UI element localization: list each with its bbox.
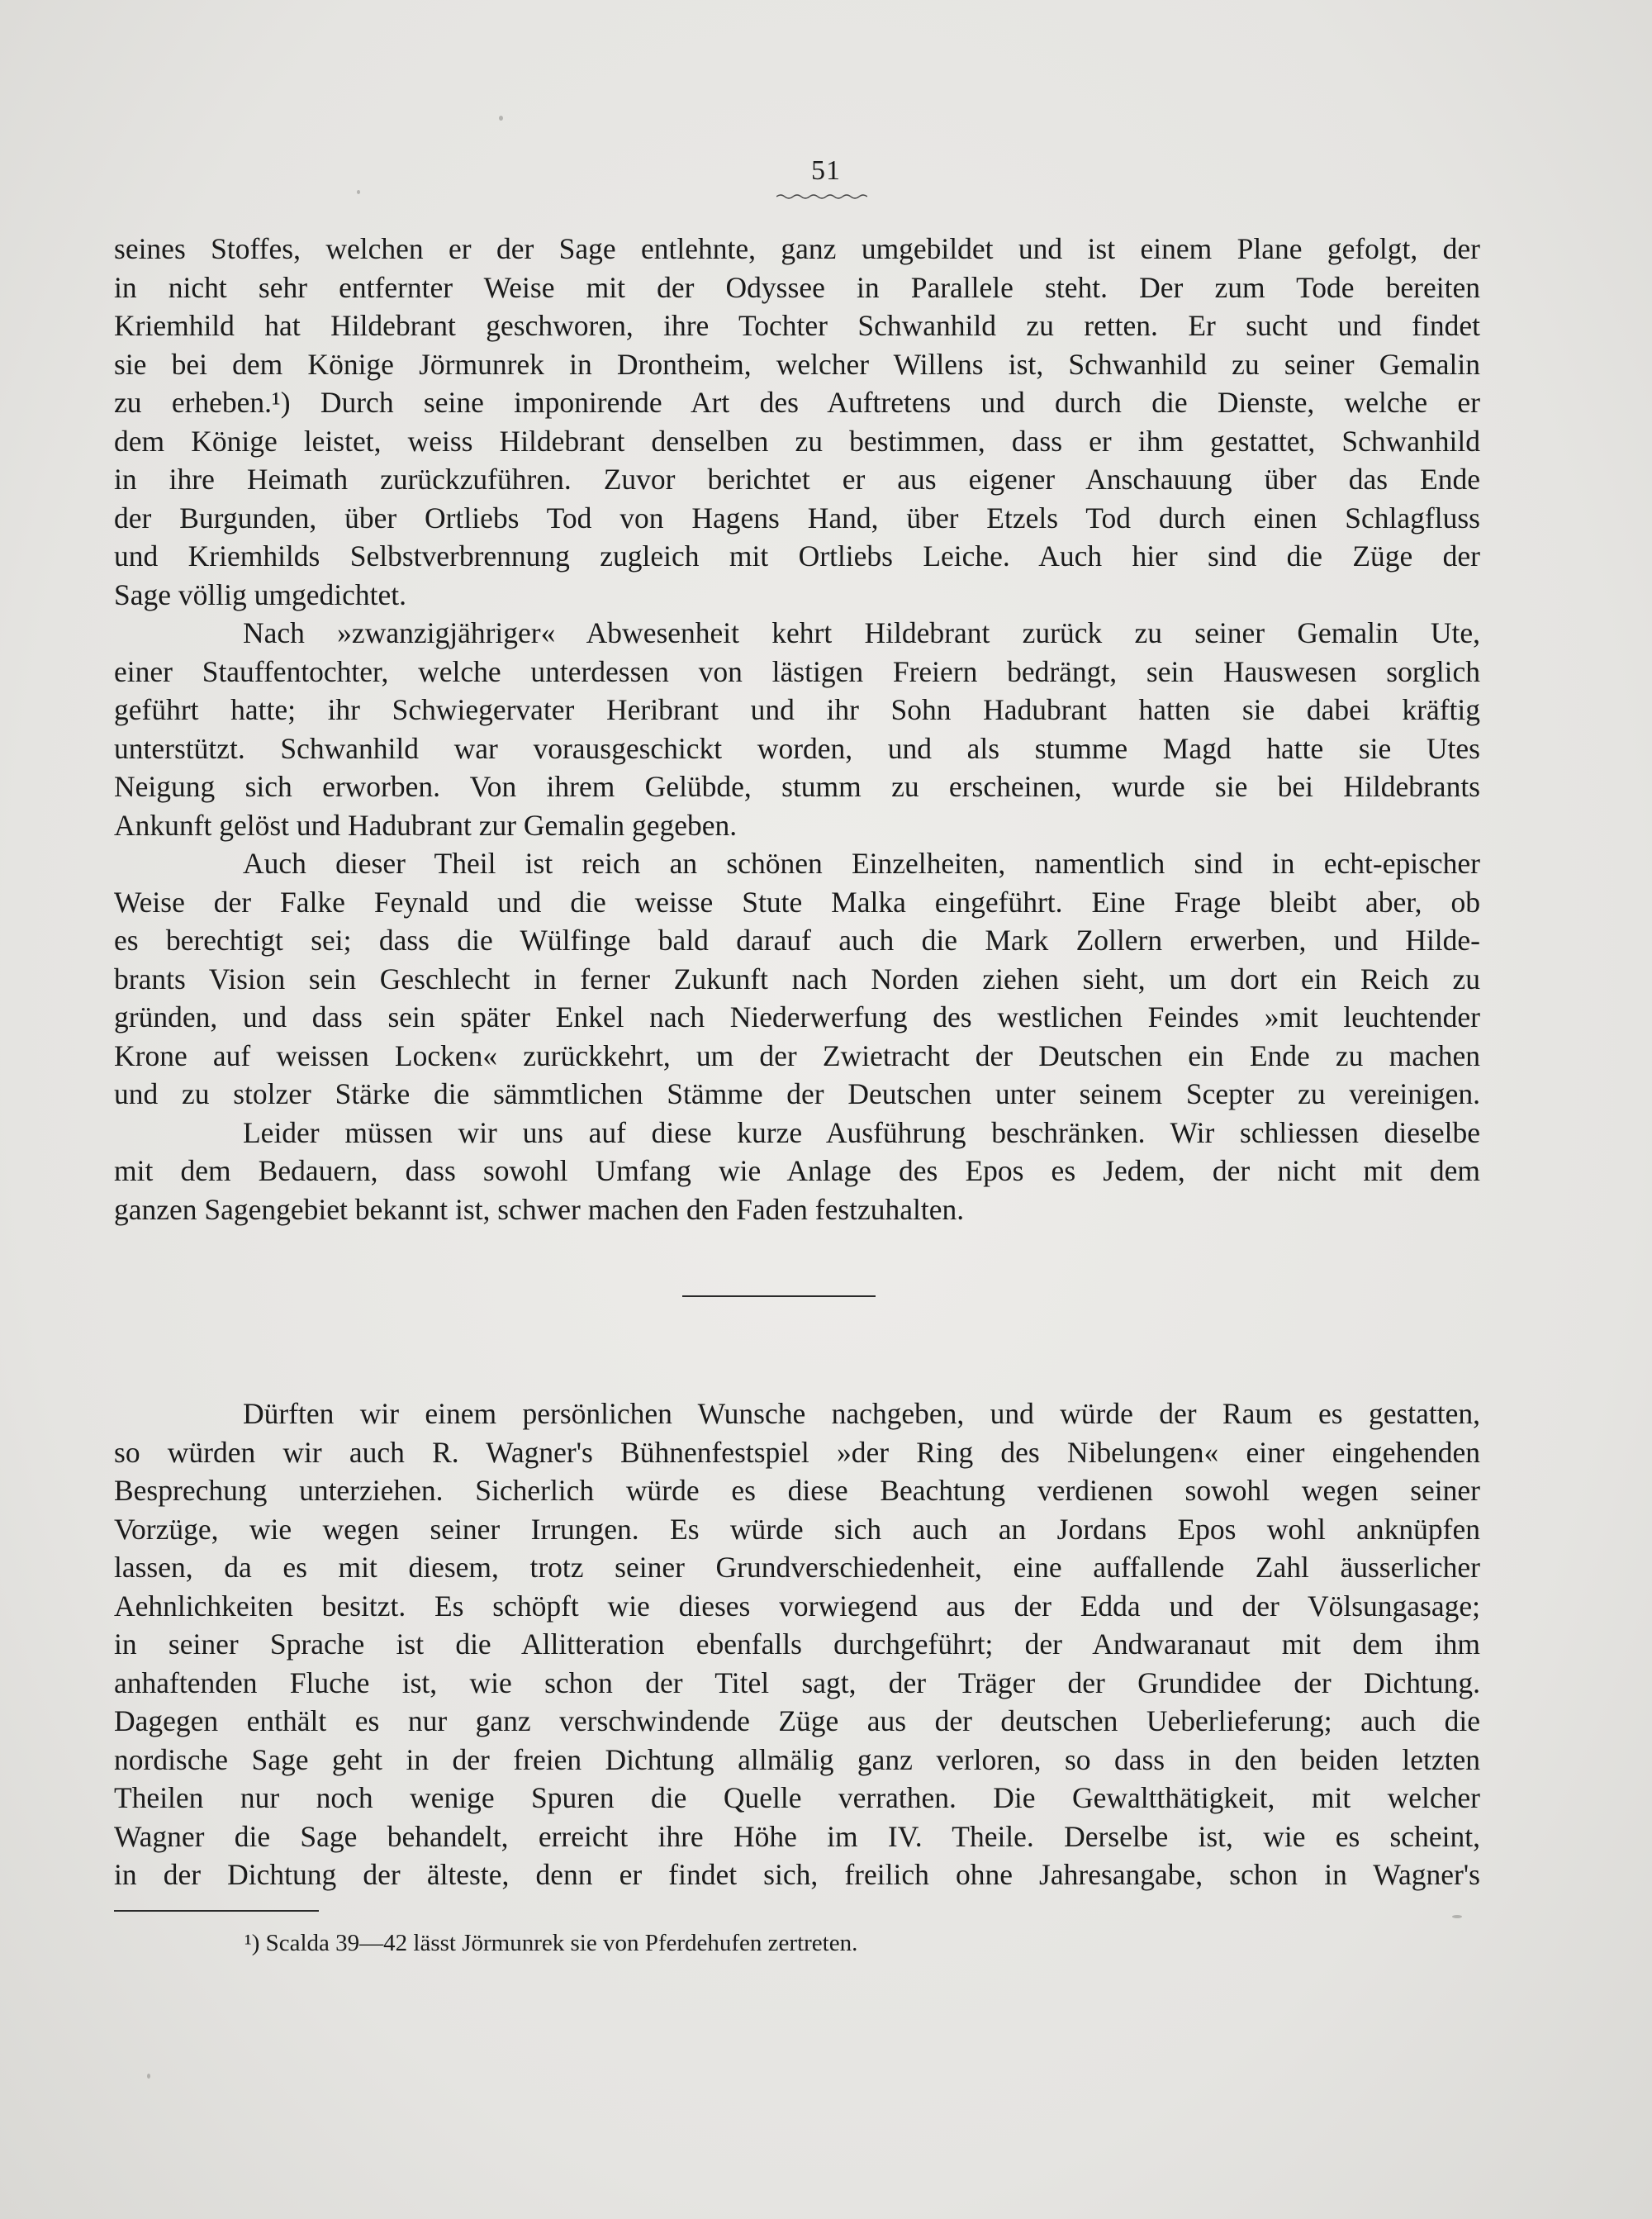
page-number-ornament bbox=[776, 193, 867, 200]
paper-speck bbox=[499, 116, 503, 121]
footnote-divider bbox=[114, 1910, 319, 1912]
text-line: und Kriemhilds Selbstverbrennung zugleich mit Ortliebs Leiche. Auch hier sind die Züge der bbox=[114, 539, 1480, 573]
text-line: Auch dieser Theil ist reich an schönen Einzelheiten, namentlich sind in echt-epischer bbox=[243, 847, 1480, 880]
paragraph bbox=[114, 230, 1480, 614]
text-line: so würden wir auch R. Wagner's Bühnenfestspiel »der Ring des Nibelungen« einer eingehenden bbox=[114, 1435, 1480, 1469]
text-line: Kriemhild hat Hildebrant geschworen, ihre Tochter Schwanhild zu retten. Er sucht und findet bbox=[114, 309, 1480, 342]
text-line: in der Dichtung der älteste, denn er findet sich, freilich ohne Jahresangabe, schon in Wagner's bbox=[114, 1858, 1480, 1891]
text-line: in nicht sehr entfernter Weise mit der Odyssee in Parallele steht. Der zum Tode bereiten bbox=[114, 270, 1480, 304]
text-line: und zu stolzer Stärke die sämmtlichen Stämme der Deutschen unter seinem Scepter zu vereinigen. bbox=[114, 1077, 1480, 1110]
text-line: Neigung sich erworben. Von ihrem Gelübde, stumm zu erscheinen, wurde sie bei Hildebrants bbox=[114, 770, 1480, 803]
text-line: Dürften wir einem persönlichen Wunsche nachgeben, und würde der Raum es gestatten, bbox=[243, 1397, 1480, 1430]
text-line: Krone auf weissen Locken« zurückkehrt, um der Zwietracht der Deutschen ein Ende zu machen bbox=[114, 1038, 1480, 1072]
page-number: 51 bbox=[811, 155, 841, 186]
text-line: lassen, da es mit diesem, trotz seiner Grundverschiedenheit, eine auffallende Zahl äusserlicher bbox=[114, 1551, 1480, 1584]
text-line: anhaftenden Fluche ist, wie schon der Titel sagt, der Träger der Grundidee der Dichtung. bbox=[114, 1665, 1480, 1699]
text-line: Dagegen enthält es nur ganz verschwindende Züge aus der deutschen Ueberlieferung; auch die bbox=[114, 1704, 1480, 1737]
text-line: brants Vision sein Geschlecht in ferner Zukunft nach Norden ziehen sieht, um dort ein Reich zu bbox=[114, 962, 1480, 995]
text-line: Vorzüge, wie wegen seiner Irrungen. Es würde sich auch an Jordans Epos wohl anknüpfen bbox=[114, 1512, 1480, 1546]
text-line: Ankunft gelöst und Hadubrant zur Gemalin gegeben. bbox=[114, 808, 738, 842]
text-line: Wagner die Sage behandelt, erreicht ihre Höhe im IV. Theile. Derselbe ist, wie es scheint, bbox=[114, 1819, 1480, 1853]
text-line: geführt hatte; ihr Schwiegervater Heribrant und ihr Sohn Hadubrant hatten sie dabei kräftig bbox=[114, 693, 1480, 726]
section-divider bbox=[682, 1295, 876, 1297]
text-line: dem Könige leistet, weiss Hildebrant denselben zu bestimmen, dass er ihm gestattet, Schwanhild bbox=[114, 424, 1480, 458]
text-line: Theilen nur noch wenige Spuren die Quelle verrathen. Die Gewaltthätigkeit, mit welcher bbox=[114, 1781, 1480, 1814]
text-line: sie bei dem Könige Jörmunrek in Drontheim, welcher Willens ist, Schwanhild zu seiner Gemalin bbox=[114, 347, 1480, 381]
text-line: gründen, und dass sein später Enkel nach Niederwerfung des westlichen Feindes »mit leuchtender bbox=[114, 1000, 1480, 1033]
text-line: in ihre Heimath zurückzuführen. Zuvor berichtet er aus eigener Anschauung über das Ende bbox=[114, 463, 1480, 496]
main-text-top bbox=[114, 230, 1480, 1228]
text-line: Aehnlichkeiten besitzt. Es schöpft wie dieses vorwiegend aus der Edda und der Völsungasage; bbox=[114, 1589, 1480, 1623]
text-line: es berechtigt sei; dass die Wülfinge bald darauf auch die Mark Zollern erwerben, und Hilde- bbox=[114, 924, 1480, 957]
text-line: unterstützt. Schwanhild war vorausgeschickt worden, und als stumme Magd hatte sie Utes bbox=[114, 731, 1480, 765]
main-text-bottom bbox=[114, 1395, 1480, 1894]
paper-speck bbox=[357, 190, 360, 194]
paragraph bbox=[114, 1114, 1480, 1229]
text-line: Leider müssen wir uns auf diese kurze Ausführung beschränken. Wir schliessen dieselbe bbox=[243, 1115, 1480, 1149]
footnote: ¹) Scalda 39—42 lässt Jörmunrek sie von Pferdehufen zertreten. bbox=[244, 1930, 858, 1956]
text-line: zu erheben.¹) Durch seine imponirende Art des Auftretens und durch die Dienste, welche er bbox=[114, 386, 1480, 419]
paragraph bbox=[114, 614, 1480, 844]
text-line: Weise der Falke Feynald und die weisse Stute Malka eingeführt. Eine Frage bleibt aber, ob bbox=[114, 885, 1480, 919]
text-line: ganzen Sagengebiet bekannt ist, schwer machen den Faden festzuhalten. bbox=[114, 1192, 965, 1226]
text-line: nordische Sage geht in der freien Dichtung allmälig ganz verloren, so dass in den beiden letzten bbox=[114, 1742, 1480, 1776]
text-line: seines Stoffes, welchen er der Sage entlehnte, ganz umgebildet und ist einem Plane gefolgt, der bbox=[114, 232, 1480, 265]
text-line: einer Stauffentochter, welche unterdessen von lästigen Freiern bedrängt, sein Hauswesen sorglich bbox=[114, 654, 1480, 688]
text-line: Sage völlig umgedichtet. bbox=[114, 577, 406, 611]
text-line: mit dem Bedauern, dass sowohl Umfang wie Anlage des Epos es Jedem, der nicht mit dem bbox=[114, 1154, 1480, 1187]
paragraph bbox=[114, 1395, 1480, 1894]
paper-speck bbox=[147, 2074, 150, 2079]
text-line: Nach »zwanzigjähriger« Abwesenheit kehrt Hildebrant zurück zu seiner Gemalin Ute, bbox=[243, 616, 1480, 649]
paper-speck bbox=[1452, 1915, 1462, 1918]
text-line: Besprechung unterziehen. Sicherlich würde es diese Beachtung verdienen sowohl wegen seiner bbox=[114, 1474, 1480, 1507]
text-line: der Burgunden, über Ortliebs Tod von Hagens Hand, über Etzels Tod durch einen Schlagfluss bbox=[114, 501, 1480, 535]
paragraph bbox=[114, 844, 1480, 1114]
text-line: in seiner Sprache ist die Allitteration ebenfalls durchgeführt; der Andwaranaut mit dem ihm bbox=[114, 1627, 1480, 1661]
